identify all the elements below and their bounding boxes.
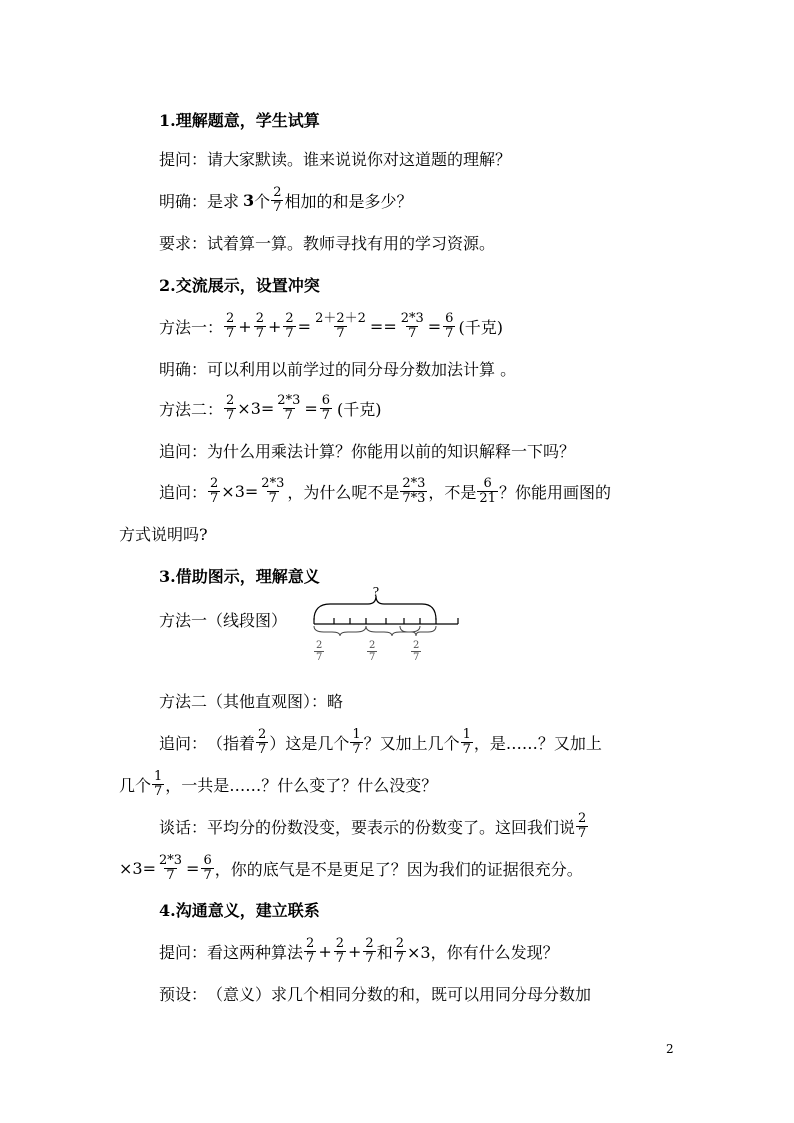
unit: (千克) xyxy=(458,317,503,337)
paragraph-yaoqiu xyxy=(159,220,495,264)
fraction: $\frac{2+2+2}{7}$ xyxy=(315,310,366,341)
paragraph-zhuiwen-2-cont: 方式说明吗? xyxy=(119,524,208,544)
label: 提问： xyxy=(159,149,208,169)
text: 可以利用以前学过的同分母分数加法计算 。 xyxy=(207,359,517,379)
fraction: $\frac{2}{7}$ xyxy=(258,726,267,757)
text: 个 xyxy=(254,191,271,211)
fraction: $\frac{1}{7}$ xyxy=(154,768,163,799)
fraction: $\frac{2}{7}$ xyxy=(255,310,264,341)
fraction: $\frac{2}{7}$ xyxy=(210,475,219,506)
fraction: $\frac{6}{7}$ xyxy=(321,392,331,423)
text: 试着算一算。教师寻找有用的学习资源。 xyxy=(207,233,496,253)
fraction: $\frac{2}{7}$ xyxy=(273,184,282,215)
fraction: $\frac{6}{7}$ xyxy=(203,852,212,883)
segment-ticks xyxy=(314,618,458,624)
text: （意义）求几个相同分数的和，既可以用同分母分数加 xyxy=(207,984,592,1004)
paragraph-tiwen-1 xyxy=(159,136,511,180)
text: ×3= xyxy=(221,481,259,501)
heading-section-2: 2.交流展示，设置冲突 xyxy=(159,275,320,295)
paragraph-zhuiwen-3 xyxy=(159,720,602,764)
paragraph-mingque-2 xyxy=(159,346,516,390)
text: 是求 xyxy=(207,191,240,211)
text: 相加的和是多少？ xyxy=(284,191,413,211)
label: 谈话： xyxy=(159,817,208,837)
page-number: 2 xyxy=(666,1042,674,1056)
unit: (千克) xyxy=(337,399,382,419)
diagram-fraction-3: $\frac{2}{7}$ xyxy=(413,640,420,663)
label: 追问： xyxy=(159,482,208,502)
text: ，一共是……？什么变了？什么没变？ xyxy=(165,775,438,795)
fraction: $\frac{2}{7}$ xyxy=(365,935,374,966)
fraction: $\frac{2}{7}$ xyxy=(395,935,404,966)
label: 追问： xyxy=(159,441,208,461)
fraction: $\frac{1}{7}$ xyxy=(462,726,471,757)
fraction: $\frac{2*3}{7}$ xyxy=(400,310,424,341)
paragraph-mingque-1 xyxy=(159,178,412,222)
label: 明确： xyxy=(159,191,208,211)
text: ）这是几个 xyxy=(269,733,350,753)
text: ×3= xyxy=(237,398,275,418)
paragraph-zhuiwen-3-cont xyxy=(119,762,437,806)
paragraph-yushe xyxy=(159,971,591,1015)
text: ，为什么呢不是 xyxy=(287,482,400,502)
fraction: $\frac{2}{7}$ xyxy=(335,935,344,966)
fraction: $\frac{2}{7}$ xyxy=(226,310,235,341)
text: 平均分的份数没变，要表示的份数变了。这回我们说 xyxy=(207,817,576,837)
top-brace xyxy=(314,596,436,620)
heading-section-1: 1.理解题意，学生试算 xyxy=(159,110,320,130)
paragraph-tiwen-4: 提问： 看这两种算法 $\frac{2}{7}$ + $\frac{2}{7}$ + $\frac{2}{7}$ 和 $\frac{2}{7}$ ×3，你有什么发现？ xyxy=(159,935,559,966)
label-method-2: 方法二（其他直观图）：略 xyxy=(159,691,344,711)
paragraph-zhuiwen-2 xyxy=(159,469,611,513)
fraction: $\frac{1}{7}$ xyxy=(352,726,361,757)
text: （指着 xyxy=(207,733,256,753)
fraction: $\frac{2*3}{7}$ xyxy=(159,852,183,883)
label: 要求： xyxy=(159,233,208,253)
fraction: $\frac{2*3}{7}$ xyxy=(277,392,301,423)
fraction: $\frac{2*3}{7*3}$ xyxy=(402,475,426,506)
label-method-1-line-diagram: 方法一（线段图） xyxy=(159,610,288,630)
diagram-fraction-1: $\frac{2}{7}$ xyxy=(316,640,323,663)
label: 预设： xyxy=(159,984,208,1004)
text: ，不是 xyxy=(428,482,477,502)
label: 方法一： xyxy=(159,317,224,337)
paragraph-method-2: 方法二： $\frac{2}{7}$ ×3= $\frac{2*3}{7}$ = $\frac{6}{7}$ (千克) xyxy=(159,392,382,423)
text: ，是……？又加上 xyxy=(473,733,602,753)
bottom-brace-2 xyxy=(366,626,420,636)
label: 明确： xyxy=(159,359,208,379)
fraction: $\frac{6}{21}$ xyxy=(479,475,496,506)
paragraph-tanhua-cont: ×3= $\frac{2*3}{7}$ = $\frac{6}{7}$ ，你的底气是不是更足了？因为我们的证据很充分。 xyxy=(119,852,583,883)
paragraph-zhuiwen-1 xyxy=(159,428,575,472)
text: 看这两种算法 xyxy=(207,942,304,962)
fraction: $\frac{6}{7}$ xyxy=(445,310,454,341)
diagram-question-mark: ? xyxy=(372,585,380,600)
heading-section-4: 4.沟通意义，建立联系 xyxy=(159,900,320,920)
bottom-brace-1 xyxy=(314,626,366,636)
number: 3 xyxy=(243,190,255,210)
text: ×3= xyxy=(119,858,156,878)
fraction: $\frac{2}{7}$ xyxy=(306,935,315,966)
fraction: $\frac{2}{7}$ xyxy=(285,310,294,341)
text: 为什么用乘法计算？你能用以前的知识解释一下吗？ xyxy=(207,441,576,461)
text: 几个 xyxy=(119,775,152,795)
text: 请大家默读。谁来说说你对这道题的理解？ xyxy=(207,149,512,169)
text: 和 xyxy=(376,942,393,962)
paragraph-tanhua xyxy=(159,804,589,848)
diagram-fraction-2: $\frac{2}{7}$ xyxy=(369,640,376,663)
paragraph-method-1: 方法一： $\frac{2}{7}$ + $\frac{2}{7}$ + $\frac{2}{7}$ = $\frac{2+2+2}{7}$ == $\frac{2*3}{7}$ = $\frac{6}{7}$ (千克) xyxy=(159,310,503,341)
label: 提问： xyxy=(159,942,208,962)
text: ？又加上几个 xyxy=(363,733,460,753)
bottom-brace-3 xyxy=(400,626,436,636)
line-segment-diagram xyxy=(300,580,470,670)
text: ×3，你有什么发现？ xyxy=(406,942,559,962)
text: ，你的底气是不是更足了？因为我们的证据很充分。 xyxy=(214,859,583,879)
label: 方法二： xyxy=(159,399,224,419)
fraction: $\frac{2}{7}$ xyxy=(578,810,587,841)
text: ？你能用画图的 xyxy=(498,482,611,502)
label: 追问： xyxy=(159,733,208,753)
heading-section-3: 3.借助图示，理解意义 xyxy=(159,566,320,586)
fraction: $\frac{2}{7}$ xyxy=(226,392,235,423)
fraction: $\frac{2*3}{7}$ xyxy=(261,475,285,506)
